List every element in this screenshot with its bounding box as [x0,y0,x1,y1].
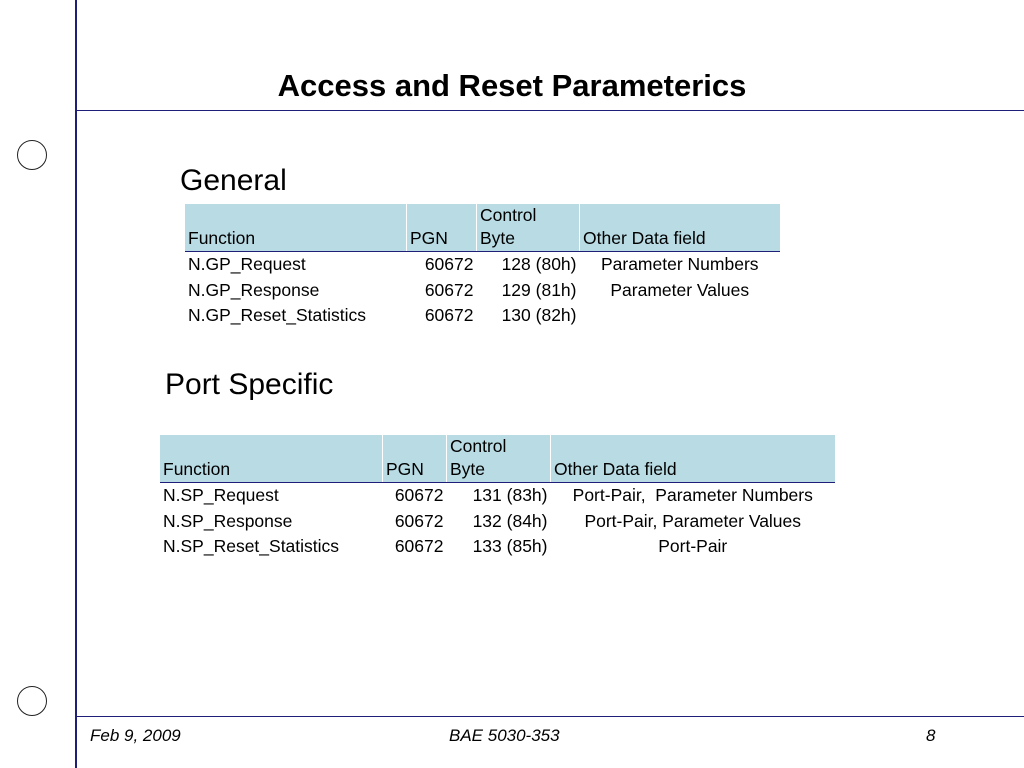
header-pgn: PGN [383,435,447,483]
cell-function: N.GP_Response [188,279,320,300]
cell-control: 133 (85h) [472,536,548,557]
header-control-line1: Control [450,436,507,456]
footer-course: BAE 5030-353 [449,726,560,745]
table-row [160,534,835,560]
general-table [185,204,780,329]
title-divider-line [76,110,1024,111]
cell-control: 132 (84h) [472,510,548,531]
section-heading-general: General [180,164,287,197]
slide-title: Access and Reset Parameterics [277,68,747,103]
cell-other: Parameter Numbers [600,254,759,275]
cell-function: N.GP_Request [188,254,306,275]
header-function: Function [185,204,407,252]
cell-pgn: 60672 [424,279,474,300]
cell-control: 128 (80h) [501,254,577,275]
section-heading-port-specific: Port Specific [165,368,334,401]
cell-control: 131 (83h) [472,485,548,506]
binder-hole-icon [17,686,47,716]
table-header-row [185,204,780,252]
cell-control: 129 (81h) [501,279,577,300]
cell-other: Port-Pair, Parameter Numbers [572,485,813,506]
cell-pgn: 60672 [394,485,444,506]
table-header-row [160,435,835,483]
table-row [160,509,835,535]
header-other-data: Other Data field [580,204,781,252]
cell-other: Port-Pair [658,536,728,557]
table-row [185,252,780,278]
port-specific-table [160,435,835,560]
cell-function: N.GP_Reset_Statistics [188,305,366,326]
left-margin-line [75,0,77,768]
header-control-line2: Byte [480,228,516,248]
header-control-byte [477,204,580,252]
header-pgn: PGN [407,204,477,252]
cell-other [580,303,781,329]
cell-pgn: 60672 [394,510,444,531]
binder-hole-icon [17,140,47,170]
cell-function: N.SP_Response [163,510,293,531]
cell-control: 130 (82h) [501,305,577,326]
header-control-line1: Control [480,205,537,225]
footer-divider-line [76,716,1024,717]
header-control-line2: Byte [450,459,486,479]
cell-other: Parameter Values [610,279,750,300]
table-row [185,303,780,329]
cell-pgn: 60672 [424,305,474,326]
cell-pgn: 60672 [394,536,444,557]
header-other-data: Other Data field [551,435,836,483]
header-function: Function [160,435,383,483]
table-row [185,278,780,304]
cell-other: Port-Pair, Parameter Values [584,510,802,531]
cell-function: N.SP_Request [163,485,279,506]
cell-pgn: 60672 [424,254,474,275]
cell-function: N.SP_Reset_Statistics [163,536,340,557]
footer-date: Feb 9, 2009 [90,726,181,745]
header-control-byte [447,435,551,483]
table-row [160,483,835,509]
footer-page-number: 8 [926,726,936,745]
